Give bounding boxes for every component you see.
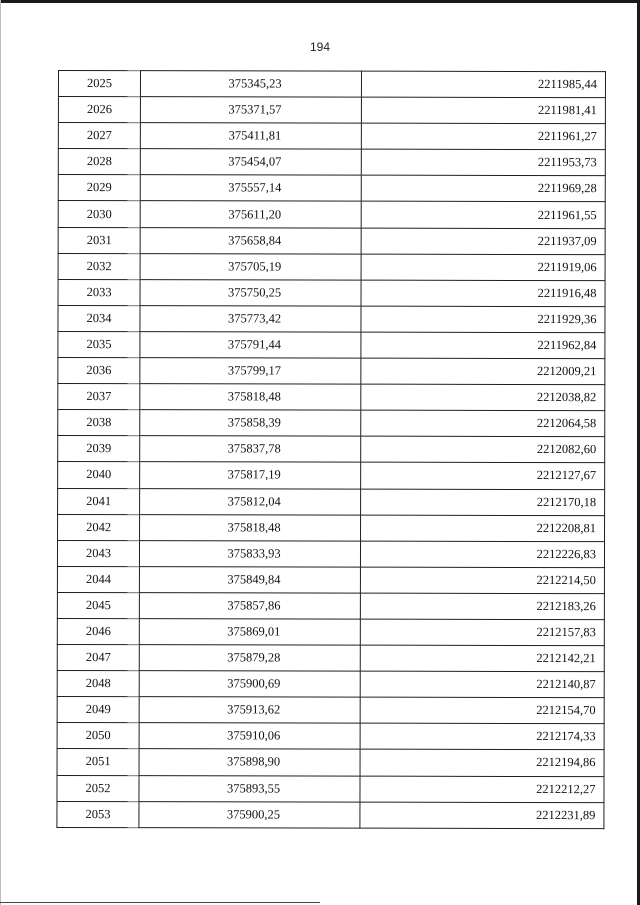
table-row (58, 97, 605, 124)
point-number-cell: 2051 (57, 749, 139, 775)
point-number-cell: 2042 (58, 514, 140, 540)
table-row (57, 592, 604, 619)
point-number-cell: 2033 (58, 279, 140, 305)
table-row (58, 71, 605, 98)
y-coordinate-cell: 2212038,82 (361, 384, 605, 411)
table-row (57, 618, 604, 645)
point-number-cell: 2032 (58, 253, 140, 279)
table-row (57, 723, 604, 750)
y-coordinate-cell: 2211985,44 (361, 71, 605, 98)
x-coordinate-cell: 375833,93 (140, 540, 361, 567)
table-row (57, 671, 604, 698)
x-coordinate-cell: 375799,17 (140, 358, 361, 385)
table-row (58, 227, 605, 254)
table-row (58, 331, 605, 358)
table-row (58, 123, 605, 150)
x-coordinate-cell: 375411,81 (140, 123, 361, 150)
x-coordinate-cell: 375898,90 (139, 749, 360, 776)
x-coordinate-cell: 375454,07 (140, 149, 361, 176)
y-coordinate-cell: 2212214,50 (360, 567, 604, 594)
table-row (57, 540, 604, 567)
x-coordinate-cell: 375557,14 (140, 175, 361, 202)
point-number-cell: 2047 (57, 645, 139, 671)
table-row (57, 566, 604, 593)
x-coordinate-cell: 375705,19 (140, 253, 361, 280)
table-row (58, 436, 605, 463)
y-coordinate-cell: 2212154,70 (360, 697, 604, 724)
x-coordinate-cell: 375818,48 (140, 384, 361, 411)
point-number-cell: 2045 (57, 592, 139, 618)
x-coordinate-cell: 375611,20 (140, 201, 361, 228)
x-coordinate-cell: 375879,28 (139, 645, 360, 672)
y-coordinate-cell: 2212212,27 (360, 776, 604, 803)
x-coordinate-cell: 375791,44 (140, 332, 361, 359)
y-coordinate-cell: 2211961,55 (361, 202, 605, 229)
x-coordinate-cell: 375857,86 (139, 593, 360, 620)
table-row (58, 279, 605, 306)
point-number-cell: 2039 (58, 436, 140, 462)
table-row (58, 305, 605, 332)
table-row (57, 645, 604, 672)
y-coordinate-cell: 2211961,27 (361, 123, 605, 150)
point-number-cell: 2030 (58, 201, 140, 227)
table-row (58, 149, 605, 176)
table-row (58, 175, 605, 202)
point-number-cell: 2041 (58, 488, 140, 514)
x-coordinate-cell: 375812,04 (140, 488, 361, 515)
x-coordinate-cell: 375750,25 (140, 279, 361, 306)
y-coordinate-cell: 2211929,36 (361, 306, 605, 333)
table-row (58, 488, 605, 515)
coordinates-table (56, 70, 606, 829)
coordinates-table-body (57, 71, 606, 829)
y-coordinate-cell: 2212174,33 (360, 723, 604, 750)
y-coordinate-cell: 2212009,21 (361, 358, 605, 385)
table-row (57, 697, 604, 724)
y-coordinate-cell: 2211969,28 (361, 176, 605, 203)
x-coordinate-cell: 375817,19 (140, 462, 361, 489)
table-row (58, 253, 605, 280)
point-number-cell: 2044 (57, 566, 139, 592)
y-coordinate-cell: 2211962,84 (361, 332, 605, 359)
y-coordinate-cell: 2212157,83 (360, 619, 604, 646)
y-coordinate-cell: 2212142,21 (360, 645, 604, 672)
table-row (57, 801, 604, 828)
point-number-cell: 2052 (57, 775, 139, 801)
x-coordinate-cell: 375773,42 (140, 306, 361, 333)
y-coordinate-cell: 2211916,48 (361, 280, 605, 307)
x-coordinate-cell: 375858,39 (140, 410, 361, 437)
x-coordinate-cell: 375900,69 (139, 671, 360, 698)
x-coordinate-cell: 375837,78 (140, 436, 361, 463)
point-number-cell: 2031 (58, 227, 140, 253)
x-coordinate-cell: 375658,84 (140, 227, 361, 254)
x-coordinate-cell: 375893,55 (139, 775, 360, 802)
x-coordinate-cell: 375900,25 (139, 801, 360, 828)
point-number-cell: 2038 (58, 410, 140, 436)
table-row (58, 358, 605, 385)
y-coordinate-cell: 2212208,81 (360, 515, 604, 542)
x-coordinate-cell: 375910,06 (139, 723, 360, 750)
y-coordinate-cell: 2212170,18 (361, 489, 605, 516)
point-number-cell: 2048 (57, 671, 139, 697)
point-number-cell: 2036 (58, 358, 140, 384)
point-number-cell: 2025 (58, 71, 140, 97)
point-number-cell: 2053 (57, 801, 139, 827)
y-coordinate-cell: 2211981,41 (361, 97, 605, 124)
table-row (58, 410, 605, 437)
point-number-cell: 2027 (58, 123, 140, 149)
table-row (58, 384, 605, 411)
table-row (58, 462, 605, 489)
y-coordinate-cell: 2212140,87 (360, 671, 604, 698)
y-coordinate-cell: 2212194,86 (360, 750, 604, 777)
x-coordinate-cell: 375849,84 (140, 566, 361, 593)
x-coordinate-cell: 375345,23 (141, 71, 362, 98)
point-number-cell: 2026 (58, 97, 140, 123)
y-coordinate-cell: 2211953,73 (361, 149, 605, 176)
page-frame-left-edge (0, 0, 1, 905)
point-number-cell: 2029 (58, 175, 140, 201)
page-number: 194 (309, 40, 331, 54)
table-row (57, 749, 604, 776)
point-number-cell: 2034 (58, 305, 140, 331)
y-coordinate-cell: 2212127,67 (361, 463, 605, 490)
x-coordinate-cell: 375818,48 (140, 514, 361, 541)
y-coordinate-cell: 2211937,09 (361, 228, 605, 255)
footer-rule (0, 902, 320, 903)
table-row (57, 775, 604, 802)
table-row (58, 201, 605, 228)
y-coordinate-cell: 2212064,58 (361, 410, 605, 437)
point-number-cell: 2046 (57, 618, 139, 644)
point-number-cell: 2028 (58, 149, 140, 175)
x-coordinate-cell: 375869,01 (139, 619, 360, 646)
point-number-cell: 2040 (58, 462, 140, 488)
y-coordinate-cell: 2212183,26 (360, 593, 604, 620)
point-number-cell: 2043 (57, 540, 139, 566)
point-number-cell: 2049 (57, 697, 139, 723)
point-number-cell: 2037 (58, 384, 140, 410)
table-row (58, 514, 605, 541)
y-coordinate-cell: 2211919,06 (361, 254, 605, 281)
page-frame-top-border (0, 0, 640, 3)
point-number-cell: 2035 (58, 331, 140, 357)
y-coordinate-cell: 2212231,89 (360, 802, 604, 829)
point-number-cell: 2050 (57, 723, 139, 749)
y-coordinate-cell: 2212226,83 (360, 541, 604, 568)
y-coordinate-cell: 2212082,60 (361, 436, 605, 463)
x-coordinate-cell: 375913,62 (139, 697, 360, 724)
x-coordinate-cell: 375371,57 (141, 97, 362, 124)
